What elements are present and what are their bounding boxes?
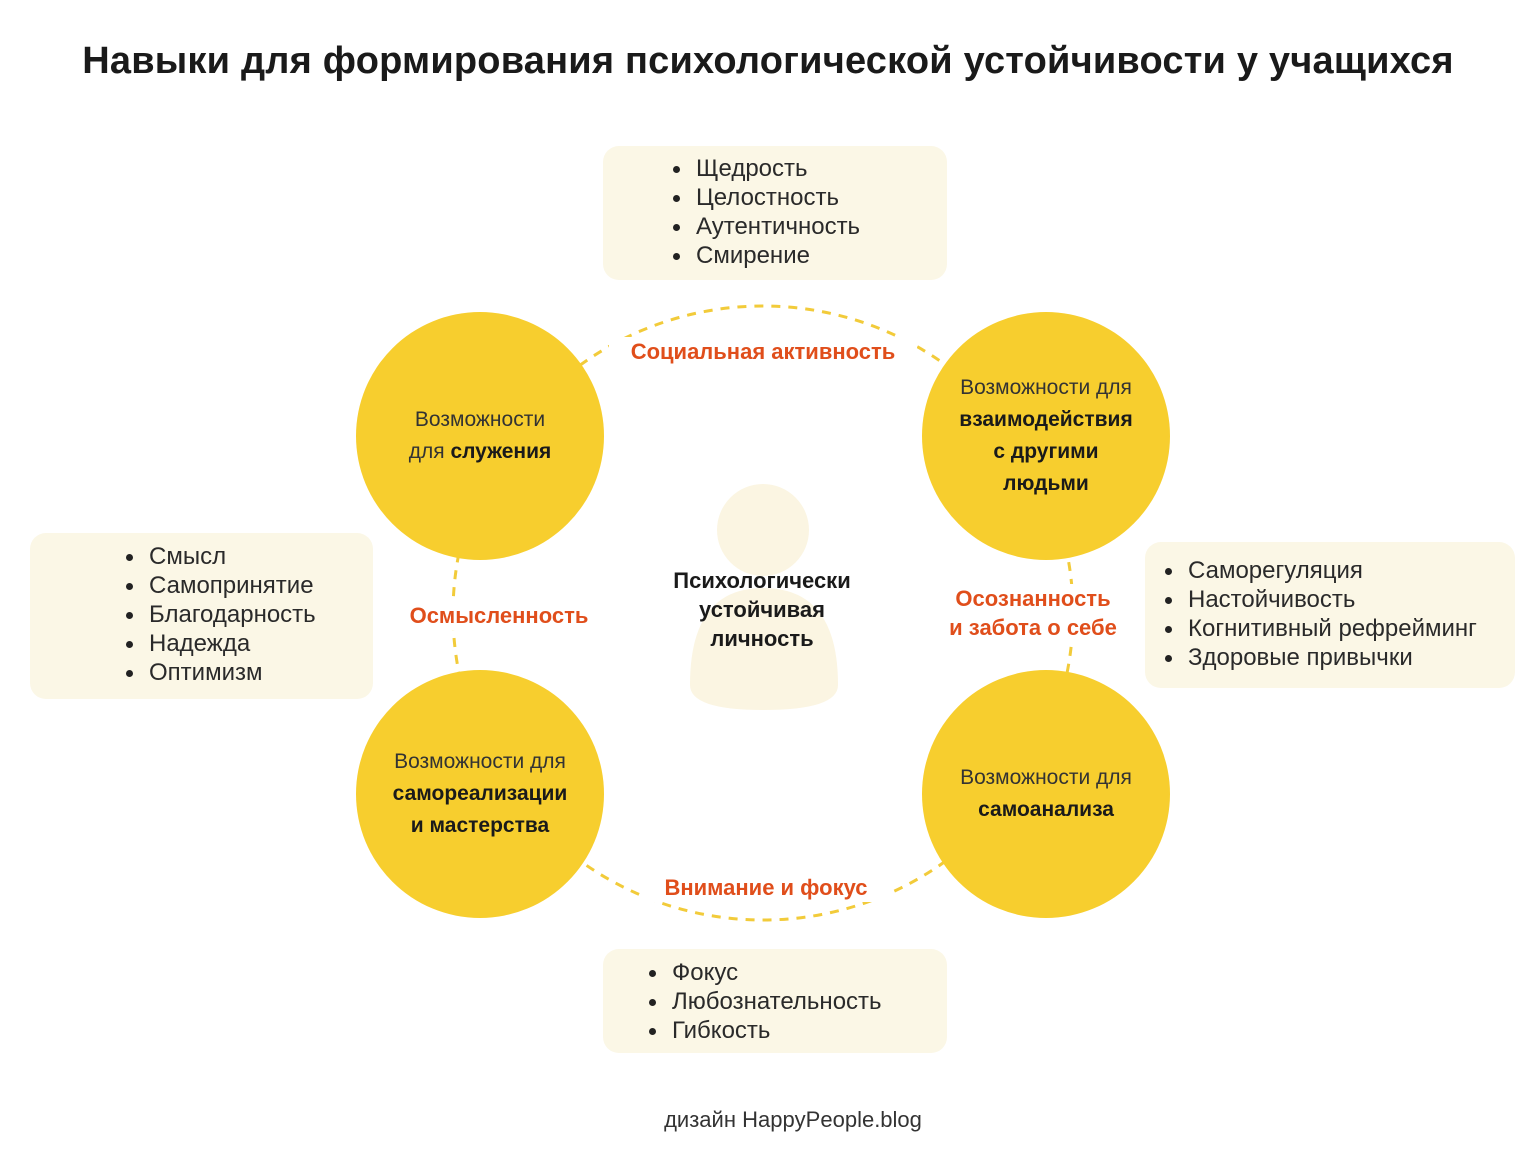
arc-label-meaning: Осмысленность <box>394 601 604 630</box>
arc-label-social: Социальная активность <box>609 337 917 366</box>
list-item: Целостность <box>669 183 947 212</box>
circle-service-line2-bold: служения <box>450 440 552 463</box>
list-item: Аутентичность <box>669 212 947 241</box>
list-item: Настойчивость <box>1161 585 1515 614</box>
arc-label-mindfulness <box>929 584 1137 642</box>
circle-interaction-line4: людьми <box>1003 472 1089 495</box>
list-item: Смирение <box>669 241 947 270</box>
center-label-line3: личность <box>710 626 814 651</box>
list-item: Здоровые привычки <box>1161 643 1515 672</box>
list-box-left <box>30 533 373 699</box>
circle-self-realization-line3: и мастерства <box>410 814 550 837</box>
circle-service <box>356 312 604 560</box>
list-box-right <box>1145 542 1515 688</box>
center-label <box>640 566 884 653</box>
center-label-line2: устойчивая <box>699 597 825 622</box>
page-title: Навыки для формирования психологической устойчивости у учащихся <box>82 40 1454 82</box>
arc-label-mindfulness-line2: и забота о себе <box>949 615 1117 640</box>
footer-credit: дизайн HappyPeople.blog <box>664 1107 922 1132</box>
list-item: Благодарность <box>122 600 373 629</box>
circle-self-realization-line2: самореализации <box>392 782 568 805</box>
list-item: Фокус <box>645 958 947 987</box>
circle-self-analysis-line2: самоанализа <box>978 798 1114 821</box>
list-item: Надежда <box>122 629 373 658</box>
list-item: Оптимизм <box>122 658 373 687</box>
list-item: Гибкость <box>645 1016 947 1045</box>
circle-self-realization-line1: Возможности для <box>394 750 566 773</box>
list-item: Когнитивный рефрейминг <box>1161 614 1515 643</box>
list-box-bottom <box>603 949 947 1053</box>
circle-self-analysis-line1: Возможности для <box>960 766 1132 789</box>
circle-interaction-line1: Возможности для <box>960 376 1132 399</box>
circle-interaction <box>922 312 1170 560</box>
circle-self-realization <box>356 670 604 918</box>
list-item: Саморегуляция <box>1161 556 1515 585</box>
circle-service-line1: Возможности <box>414 408 546 431</box>
circle-interaction-line2: взаимодействия <box>959 408 1133 431</box>
list-item: Смысл <box>122 542 373 571</box>
center-label-line1: Психологически <box>673 568 851 593</box>
arc-label-mindfulness-line1: Осознанность <box>955 586 1111 611</box>
arc-label-attention: Внимание и фокус <box>640 873 892 902</box>
circle-interaction-line3: с другими <box>993 440 1099 463</box>
circle-service-line2-regular: для <box>408 440 451 463</box>
list-item: Любознательность <box>645 987 947 1016</box>
list-item: Самопринятие <box>122 571 373 600</box>
circle-self-analysis <box>922 670 1170 918</box>
list-box-top <box>603 146 947 280</box>
list-item: Щедрость <box>669 154 947 183</box>
